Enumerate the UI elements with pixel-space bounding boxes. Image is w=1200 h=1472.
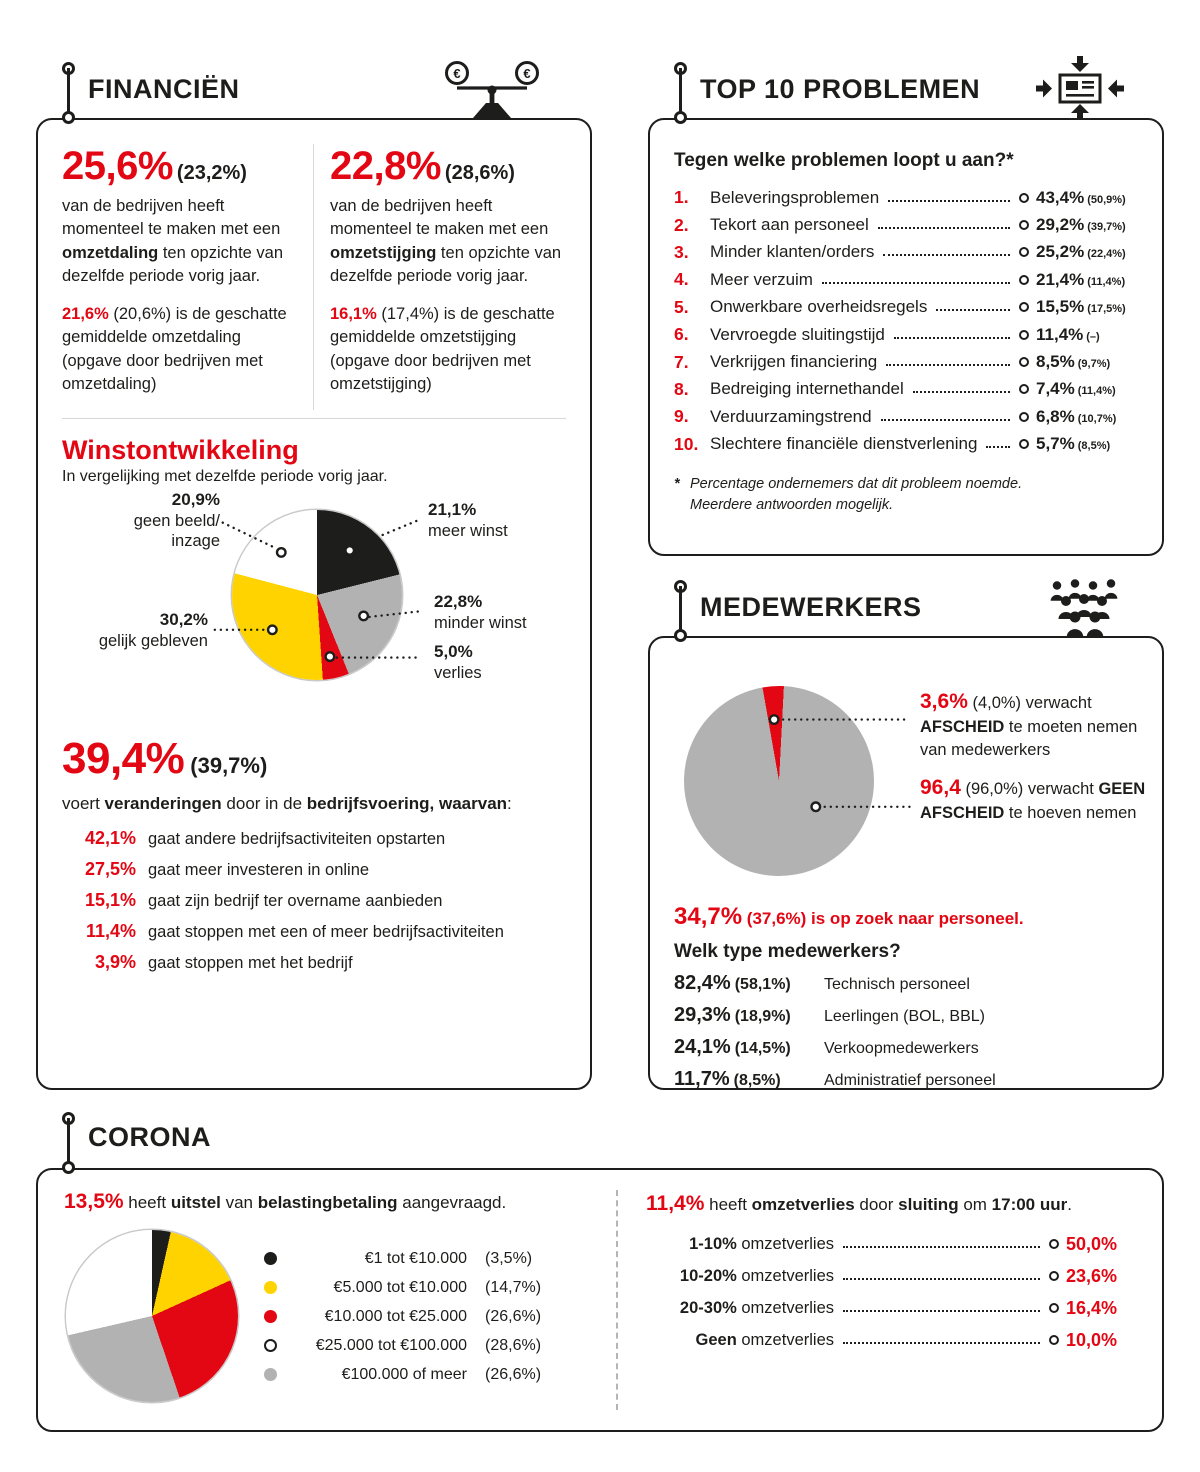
pie-label-meer-winst: 21,1% meer winst — [428, 500, 508, 541]
section-title-corona: CORONA — [88, 1122, 211, 1152]
section-pin — [674, 62, 687, 124]
omzetdaling-column — [62, 144, 314, 410]
veranderingen-prev-pct: (39,7%) — [190, 753, 268, 779]
problem-row: 1. Beleveringsproblemen 43,4% (50,9%) — [674, 187, 1126, 208]
section-title-medewerkers: MEDEWERKERS — [700, 592, 922, 622]
omzetdaling-prev-pct: (23,2%) — [176, 162, 247, 184]
geen-afscheid-annotation: 96,4 (96,0%) verwacht GEEN AFSCHEID te hoeven nemen — [920, 776, 1146, 823]
omzetstijging-big-pct: 22,8% — [330, 144, 441, 188]
problem-row: 9. Verduurzamingstrend 6,8% (10,7%) — [674, 406, 1117, 427]
problem-row: 6. Vervroegde sluitingstijd 11,4% (–) — [674, 324, 1100, 345]
list-item: 15,1% gaat zijn bedrijf ter overname aanbieden — [84, 890, 443, 911]
marker-ring-icon — [1019, 412, 1029, 422]
top10-footnote: * Percentage ondernemers dat dit probleem noemde. Meerdere antwoorden mogelijk. — [674, 475, 1023, 513]
list-item: 3,9% gaat stoppen met het bedrijf — [94, 952, 353, 973]
svg-text:€: € — [453, 66, 461, 81]
problem-row: 8. Bedreiging internethandel 7,4% (11,4%) — [674, 378, 1116, 399]
section-medewerkers — [648, 636, 1164, 1090]
winstontwikkeling-subtitle: In vergelijking met dezelfde periode vorig jaar. — [62, 468, 388, 486]
section-title-financien: FINANCIËN — [88, 74, 240, 104]
legend-swatch — [264, 1368, 277, 1381]
omzetstijging-text: van de bedrijven heeft momenteel te maken met een omzetstijging ten opzichte van dezelfde periode vorig jaar. — [330, 197, 562, 286]
legend-item: €25.000 tot €100.000 (28,6%) — [264, 1331, 561, 1360]
section-pin — [62, 62, 75, 124]
marker-ring-icon — [1049, 1271, 1059, 1281]
legend-item: €5.000 tot €10.000 (14,7%) — [264, 1273, 561, 1302]
marker-ring-icon — [1019, 302, 1029, 312]
pie-label-verlies: 5,0% verlies — [434, 642, 482, 683]
winst-pie — [232, 510, 402, 680]
veranderingen-big-pct: 39,4% — [62, 734, 185, 784]
section-pin — [674, 580, 687, 642]
omzetdaling-text: van de bedrijven heeft momenteel te maken met een omzetdaling ten opzichte van dezelfde periode vorig jaar. — [62, 197, 284, 286]
marker-ring-icon — [1019, 384, 1029, 394]
omzetstijging-average-text: 16,1% (17,4%) is de geschatte gemiddelde omzetstijging (opgave door bedrijven met omzetstijging) — [330, 304, 555, 393]
corona-belasting-panel — [64, 1186, 612, 1414]
section-title-top10: TOP 10 PROBLEMEN — [700, 74, 981, 104]
list-item: 42,1% gaat andere bedrijfsactiviteiten opstarten — [84, 828, 446, 849]
problem-row: 5. Onwerkbare overheidsregels 15,5% (17,5%) — [674, 296, 1126, 317]
list-item: 82,4% (58,1%) Technisch personeel — [674, 972, 970, 994]
section-pin — [62, 1112, 75, 1174]
legend-swatch — [264, 1310, 277, 1323]
top10-question: Tegen welke problemen loopt u aan?* — [674, 150, 1014, 171]
omzetverlies-row: Geen omzetverlies 10,0% — [695, 1329, 1118, 1350]
legend-item: €1 tot €10.000 (3,5%) — [264, 1244, 561, 1273]
list-item: 24,1% (14,5%) Verkoopmedewerkers — [674, 1036, 979, 1058]
afscheid-pie-chart — [674, 662, 1146, 897]
marker-ring-icon — [1049, 1239, 1059, 1249]
marker-ring-icon — [1019, 330, 1029, 340]
belasting-heading: 13,5% heeft uitstel van belastingbetaling aangevraagd. — [64, 1190, 507, 1213]
legend-swatch — [264, 1339, 277, 1352]
marker-ring-icon — [1019, 220, 1029, 230]
svg-text:€: € — [523, 66, 531, 81]
marker-ring-icon — [1019, 193, 1029, 203]
marker-ring-icon — [1019, 439, 1029, 449]
omzetverlies-list — [646, 1232, 1136, 1352]
list-item: 11,4% gaat stoppen met een of meer bedrijfsactiviteiten — [85, 921, 504, 942]
type-medewerkers-list — [674, 972, 1138, 1091]
corona-omzetverlies-panel — [646, 1186, 1136, 1414]
veranderingen-stat — [62, 734, 566, 784]
sluiting-heading: 11,4% heeft omzetverlies door sluiting om 17:00 uur. — [646, 1192, 1072, 1215]
balance-scale-icon — [442, 60, 542, 125]
problem-row: 4. Meer verzuim 21,4% (11,4%) — [674, 269, 1126, 290]
pie-label-geen-beeld: 20,9% geen beeld/ inzage — [133, 490, 220, 551]
omzetstijging-prev-pct: (28,6%) — [444, 162, 515, 184]
problem-row: 2. Tekort aan personeel 29,2% (39,7%) — [674, 214, 1126, 235]
pie-label-gelijk-gebleven: 30,2% gelijk gebleven — [98, 610, 208, 651]
people-crowd-icon — [1038, 578, 1130, 641]
veranderingen-lead: voert veranderingen door in de bedrijfsvoering, waarvan: — [62, 794, 512, 814]
belasting-legend — [264, 1244, 561, 1402]
omzetdaling-big-pct: 25,6% — [62, 144, 173, 188]
omzetdaling-average-text: 21,6% (20,6%) is de geschatte gemiddelde omzetdaling (opgave door bedrijven met omzetdaling) — [62, 304, 287, 393]
zoek-personeel-stat: 34,7% (37,6%) is op zoek naar personeel. — [674, 903, 1024, 930]
problem-row: 7. Verkrijgen financiering 8,5% (9,7%) — [674, 351, 1111, 372]
belasting-pie — [66, 1230, 238, 1402]
converging-arrows-box-icon — [1030, 56, 1130, 125]
legend-item: €10.000 tot €25.000 (26,6%) — [264, 1302, 561, 1331]
section-corona — [36, 1168, 1164, 1432]
financien-columns — [62, 144, 566, 419]
section-top10-problemen — [648, 118, 1164, 556]
omzetverlies-row: 10-20% omzetverlies 23,6% — [679, 1265, 1118, 1286]
corona-divider — [616, 1190, 618, 1410]
legend-item: €100.000 of meer (26,6%) — [264, 1360, 561, 1389]
afscheid-annotation: 3,6% (4,0%) verwacht AFSCHEID te moeten nemen van medewerkers — [920, 690, 1138, 759]
list-item: 27,5% gaat meer investeren in online — [84, 859, 370, 880]
section-financien — [36, 118, 592, 1090]
afscheid-pie — [669, 671, 889, 891]
problem-row: 3. Minder klanten/orders 25,2% (22,4%) — [674, 241, 1126, 262]
type-medewerkers-question: Welk type medewerkers? — [674, 941, 901, 962]
winstontwikkeling-title: Winstontwikkeling — [62, 435, 299, 466]
problem-row: 10. Slechtere financiële dienstverlening 5,7% (8,5%) — [674, 433, 1111, 454]
marker-ring-icon — [1019, 247, 1029, 257]
list-item: 29,3% (18,9%) Leerlingen (BOL, BBL) — [674, 1004, 985, 1026]
legend-swatch — [264, 1252, 277, 1265]
marker-ring-icon — [1019, 357, 1029, 367]
legend-swatch — [264, 1281, 277, 1294]
list-item: 11,7% (8,5%) Administratief personeel — [674, 1068, 996, 1090]
winstontwikkeling-pie-chart — [62, 490, 566, 720]
pie-label-minder-winst: 22,8% minder winst — [434, 592, 527, 633]
marker-ring-icon — [1049, 1335, 1059, 1345]
veranderingen-list — [62, 828, 566, 973]
omzetstijging-column — [314, 144, 566, 410]
top10-list — [674, 184, 1138, 458]
omzetverlies-row: 20-30% omzetverlies 16,4% — [679, 1297, 1118, 1318]
omzetverlies-row: 1-10% omzetverlies 50,0% — [689, 1233, 1118, 1254]
marker-ring-icon — [1049, 1303, 1059, 1313]
marker-ring-icon — [1019, 275, 1029, 285]
